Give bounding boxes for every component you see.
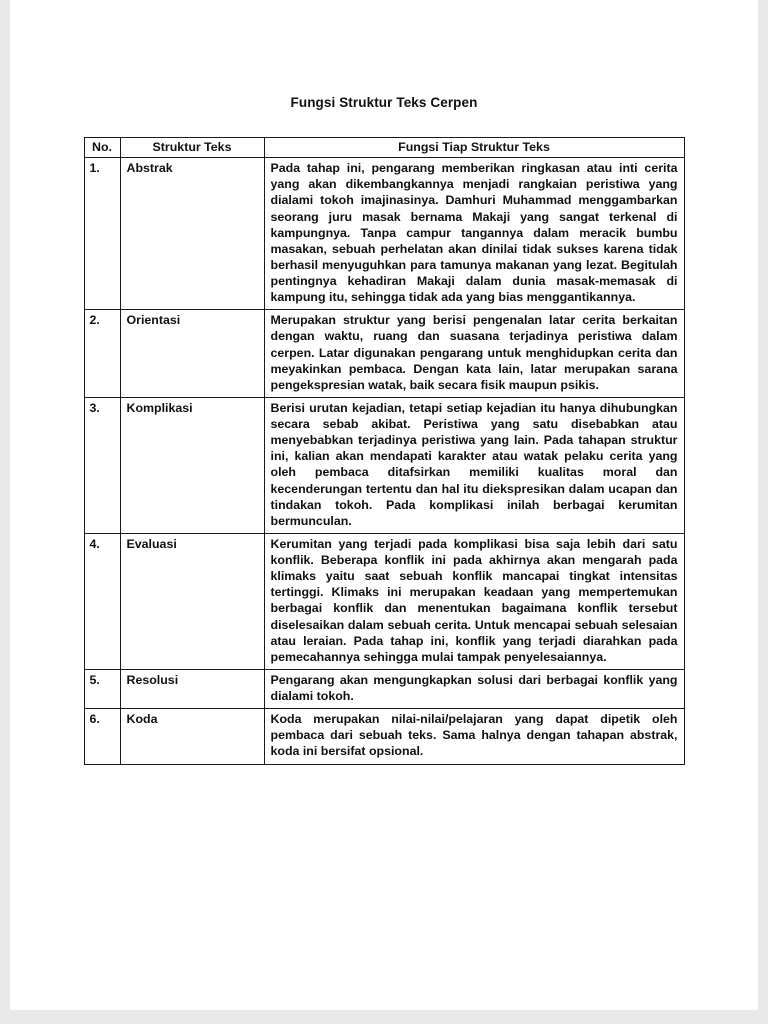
page-title: Fungsi Struktur Teks Cerpen [290, 95, 478, 110]
fungsi-text: Merupakan struktur yang berisi pengenalan latar cerita berkaitan dengan waktu, ruang dan suasana terjadinya peristiwa dalam cerpen. Latar digunakan pengarang untuk menghidupkan cerita dan meyakinkan pembaca. Dengan kata lain, latar merupakan sarana pengekspresian watak, baik secara fisik maupun psikis. [264, 310, 684, 398]
table-row [84, 310, 684, 398]
table-row [84, 158, 684, 310]
table-row [84, 533, 684, 669]
struktur-table [84, 137, 685, 765]
row-number: 4. [84, 533, 120, 669]
header-no: No. [84, 138, 120, 158]
struktur-label: Evaluasi [120, 533, 264, 669]
struktur-label: Abstrak [120, 158, 264, 310]
fungsi-text: Berisi urutan kejadian, tetapi setiap kejadian itu hanya dihubungkan secara sebab akibat. Peristiwa yang satu disebabkan atau menyebabkan terjadinya peristiwa yang lain. Pada tahapan struktur ini, kalian akan mendapati karakter atau watak pelaku cerita yang oleh pembaca ditafsirkan memiliki kualitas moral dan kecenderungan tertentu dan hal itu diekspresikan dalam ucapan dan tindakan tokoh. Pada komplikasi inilah berbagai kerumitan bermunculan. [264, 397, 684, 533]
struktur-label: Koda [120, 709, 264, 764]
struktur-label: Orientasi [120, 310, 264, 398]
table-header-row [84, 138, 684, 158]
fungsi-text: Kerumitan yang terjadi pada komplikasi bisa saja lebih dari satu konflik. Beberapa konflik ini pada akhirnya akan mengarah pada klimaks yaitu saat sebuah konflik mancapai tingkat intensitas tertinggi. Klimaks ini merupakan keadaan yang mempertemukan berbagai konflik dan menentukan bagaimana konflik tersebut diselesaikan dalam sebuah cerita. Untuk mencapai sebuah selesaian atau leraian. Pada tahap ini, konflik yang terjadi diarahkan pada pemecahannya sehingga mulai tampak penyelesaiannya. [264, 533, 684, 669]
fungsi-text: Pada tahap ini, pengarang memberikan ringkasan atau inti cerita yang akan dikembangkannya menjadi rangkaian peristiwa yang dialami tokoh imajinasinya. Damhuri Muhammad menggambarkan seorang juru masak bernama Makaji yang sangat terkenal di kampungnya. Tanpa campur tangannya dalam meracik bumbu masakan, sebuah perhelatan akan dinilai tidak sukses karena tidak berhasil menyuguhkan para tamunya makanan yang lezat. Begitulah pentingnya kehadiran Makaji dalam dunia masak-memasak di kampung itu, sehingga tidak ada yang bias menggantikannya. [264, 158, 684, 310]
row-number: 2. [84, 310, 120, 398]
header-fungsi: Fungsi Tiap Struktur Teks [264, 138, 684, 158]
table-row [84, 709, 684, 764]
document-page [10, 0, 758, 1010]
struktur-label: Resolusi [120, 669, 264, 708]
fungsi-text: Koda merupakan nilai-nilai/pelajaran yang dapat dipetik oleh pembaca dari sebuah teks. Sama halnya dengan tahapan abstrak, koda ini bersifat opsional. [264, 709, 684, 764]
row-number: 1. [84, 158, 120, 310]
table-row [84, 397, 684, 533]
header-struktur-teks: Struktur Teks [120, 138, 264, 158]
row-number: 6. [84, 709, 120, 764]
row-number: 5. [84, 669, 120, 708]
struktur-label: Komplikasi [120, 397, 264, 533]
table-row [84, 669, 684, 708]
fungsi-text: Pengarang akan mengungkapkan solusi dari berbagai konflik yang dialami tokoh. [264, 669, 684, 708]
row-number: 3. [84, 397, 120, 533]
